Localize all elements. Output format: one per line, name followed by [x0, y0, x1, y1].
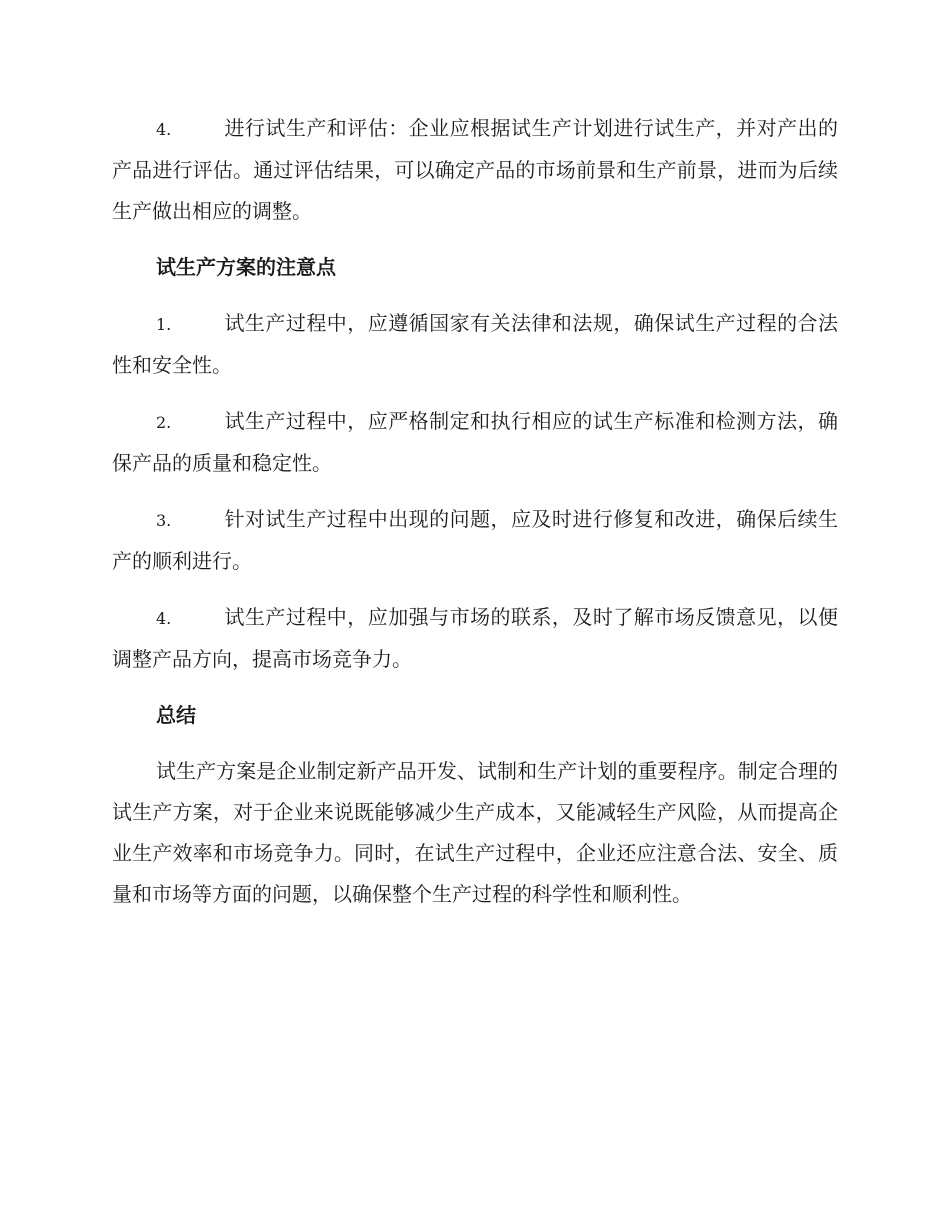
list-item-text: 针对试生产过程中出现的问题，应及时进行修复和改进，确保后续生产的顺利进行。 [112, 507, 838, 573]
list-item-text: 试生产过程中，应遵循国家有关法律和法规，确保试生产过程的合法性和安全性。 [112, 311, 838, 377]
section-heading-summary: 总结 [156, 703, 196, 727]
list-item-number: 1. [156, 315, 172, 334]
list-item [112, 401, 838, 484]
list-item-text: 进行试生产和评估：企业应根据试生产计划进行试生产，并对产出的产品进行评估。通过评估结果，可以确定产品的市场前景和生产前景，进而为后续生产做出相应的调整。 [112, 116, 838, 223]
list-item-number: 3. [156, 511, 172, 530]
list-item [112, 303, 838, 386]
list-item-number: 4. [156, 609, 172, 628]
list-item [112, 108, 838, 232]
list-item-text: 试生产过程中，应严格制定和执行相应的试生产标准和检测方法，确保产品的质量和稳定性。 [112, 409, 838, 475]
list-item [112, 597, 838, 680]
list-item-number: 4. [156, 120, 172, 139]
list-item [112, 499, 838, 582]
list-item-number: 2. [156, 413, 172, 432]
section-heading-notes: 试生产方案的注意点 [156, 255, 336, 279]
list-item-text: 试生产过程中，应加强与市场的联系，及时了解市场反馈意见，以便调整产品方向，提高市场竞争力。 [112, 605, 838, 671]
summary-paragraph: 试生产方案是企业制定新产品开发、试制和生产计划的重要程序。制定合理的试生产方案，对于企业来说既能够减少生产成本，又能减轻生产风险，从而提高企业生产效率和市场竞争力。同时，在试生产过程中，企业还应注意合法、安全、质量和市场等方面的问题，以确保整个生产过程的科学性和顺利性。 [112, 759, 838, 906]
